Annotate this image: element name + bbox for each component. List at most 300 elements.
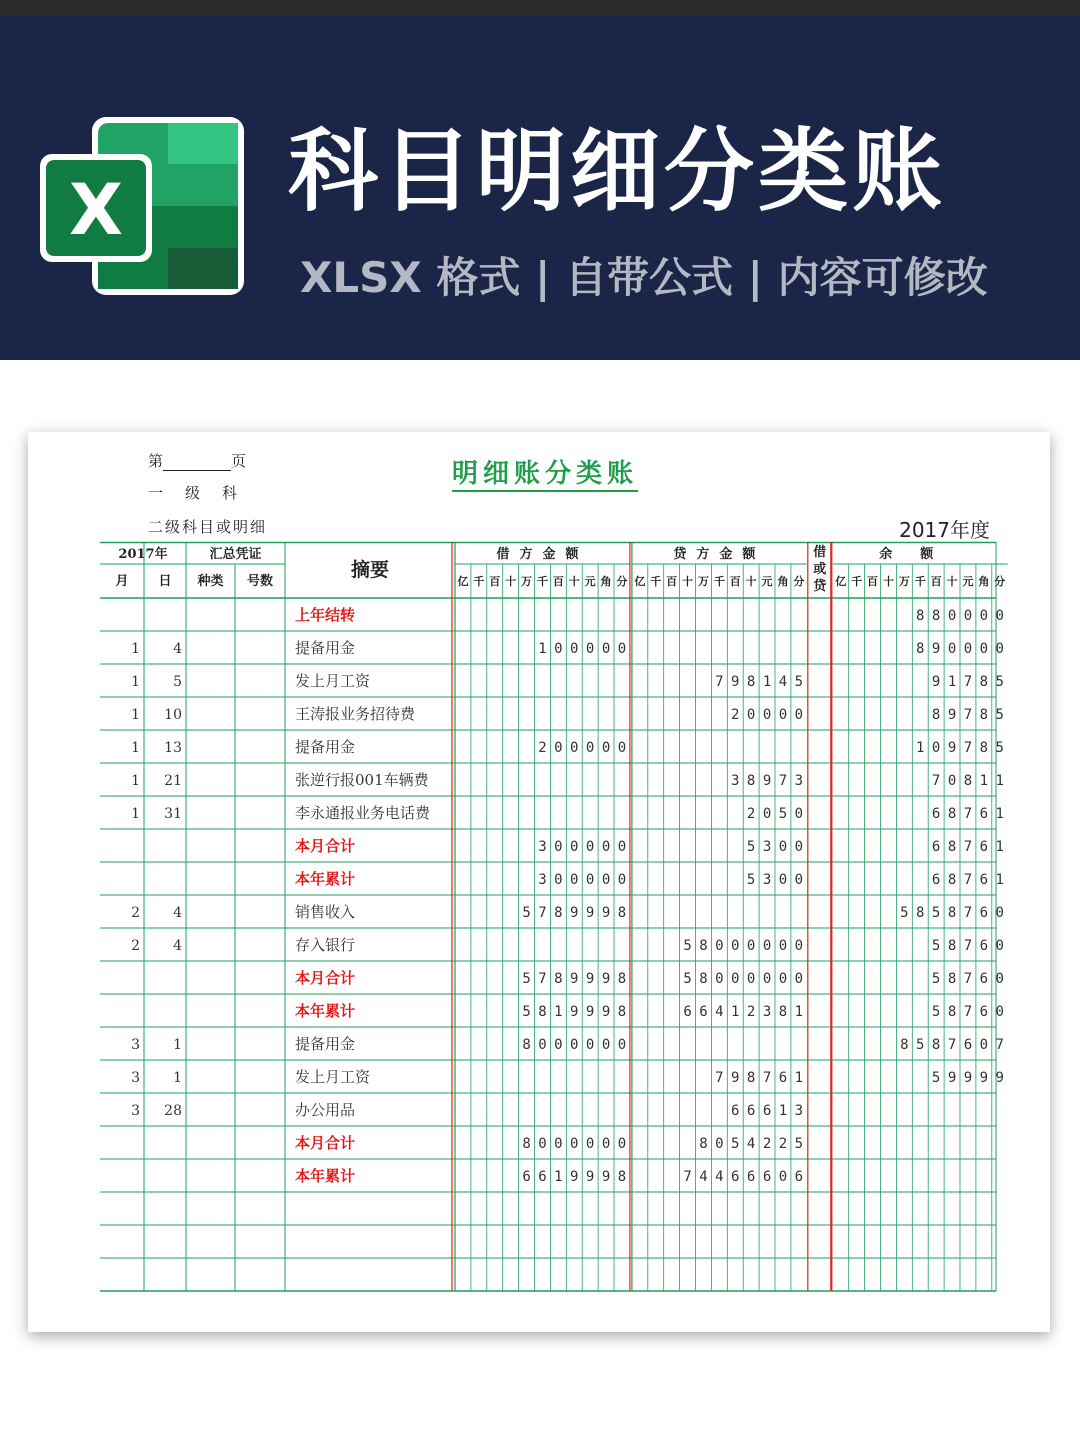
row-summary: 本月合计 [295,969,356,987]
row-credit-digit: 0 [778,872,788,888]
row-credit-digit: 6 [778,1070,788,1086]
row-summary: 本年累计 [295,870,356,888]
row-credit-digit: 0 [794,806,804,822]
row-credit-digit: 0 [715,938,724,954]
row-credit-digit: 5 [746,839,756,855]
row-day: 4 [173,905,182,921]
row-balance-digit: 0 [995,641,1004,657]
row-debit-digit: 0 [554,839,563,855]
row-credit-digit: 0 [794,707,804,723]
row-summary: 本月合计 [295,1134,356,1152]
row-credit-digit: 0 [794,872,804,888]
row-balance-digit: 8 [947,938,957,954]
row-balance-digit: 0 [963,641,973,657]
row-debit-digit: 8 [617,971,627,987]
row-debit-digit: 5 [522,905,531,921]
row-credit-digit: 0 [731,938,740,954]
row-credit-digit: 4 [715,1169,724,1185]
row-balance-digit: 9 [995,1070,1004,1086]
row-balance-digit: 8 [947,971,957,987]
header-digit-unit: 百 [489,575,501,588]
row-debit-digit: 8 [522,1136,531,1152]
row-balance-digit: 6 [931,806,941,822]
row-debit-digit: 0 [538,1136,547,1152]
row-debit-digit: 9 [570,905,579,921]
row-credit-digit: 5 [683,938,692,954]
row-credit-digit: 8 [746,1070,756,1086]
row-credit-digit: 0 [778,1169,788,1185]
header-digit-unit: 十 [882,575,894,588]
row-balance-digit: 8 [947,839,957,855]
header-digit-unit: 分 [616,575,628,588]
row-balance-digit: 8 [900,1037,909,1053]
row-balance-digit: 7 [963,1004,973,1020]
row-summary: 发上月工资 [295,672,371,690]
row-balance-digit: 8 [916,905,925,921]
row-balance-digit: 8 [947,872,957,888]
row-balance-digit: 1 [995,806,1004,822]
header-digit-unit: 千 [851,575,863,588]
row-debit-digit: 0 [617,872,627,888]
row-debit-digit: 0 [617,740,627,756]
row-balance-digit: 8 [931,608,941,624]
ledger-sheet [28,432,1050,1332]
header-digit-unit: 分 [994,575,1006,588]
row-balance-digit: 7 [963,740,973,756]
row-balance-digit: 9 [931,641,941,657]
row-debit-digit: 0 [585,641,595,657]
header-digit-unit: 十 [505,575,517,588]
row-debit-digit: 0 [585,839,595,855]
row-credit-digit: 5 [731,1136,740,1152]
row-credit-digit: 2 [746,1004,756,1020]
level2-account-label: 二级科目或明细 [148,518,268,536]
row-balance-digit: 9 [947,740,957,756]
row-balance-digit: 8 [947,905,957,921]
row-balance-digit: 6 [979,938,989,954]
row-balance-digit: 6 [979,905,989,921]
row-day: 21 [164,773,182,789]
row-credit-digit: 1 [794,1070,804,1086]
row-balance-digit: 5 [931,1004,941,1020]
header-digit-unit: 百 [666,575,678,588]
row-credit-digit: 3 [762,839,772,855]
row-debit-digit: 9 [601,1004,611,1020]
row-summary: 提备用金 [295,639,356,657]
row-debit-digit: 2 [538,740,547,756]
row-debit-digit: 5 [522,1004,531,1020]
row-day: 4 [173,938,182,954]
row-balance-digit: 8 [931,1037,941,1053]
row-debit-digit: 9 [585,1169,595,1185]
header-digit-unit: 百 [930,575,942,588]
row-credit-digit: 0 [778,839,788,855]
row-balance-digit: 6 [979,806,989,822]
row-credit-digit: 7 [715,674,724,690]
row-credit-digit: 0 [762,707,772,723]
row-balance-digit: 7 [963,839,973,855]
row-summary: 存入银行 [295,936,356,954]
row-debit-digit: 9 [585,1004,595,1020]
banner [0,16,1080,360]
row-debit-digit: 0 [570,1136,579,1152]
row-debit-digit: 8 [522,1037,531,1053]
row-debit-digit: 7 [538,971,547,987]
page-number-blank[interactable] [163,455,231,471]
row-credit-digit: 6 [794,1169,804,1185]
row-balance-digit: 0 [995,938,1004,954]
row-credit-digit: 3 [762,1004,772,1020]
row-balance-digit: 9 [963,1070,973,1086]
row-summary: 王涛报业务招待费 [295,705,416,723]
row-credit-digit: 0 [746,707,756,723]
banner-title: 科目明细分类账 [288,119,946,224]
row-balance-digit: 5 [995,674,1004,690]
row-credit-digit: 0 [778,938,788,954]
row-credit-digit: 0 [746,971,756,987]
row-debit-digit: 0 [601,740,611,756]
row-balance-digit: 7 [963,905,973,921]
header-digit-unit: 千 [914,575,926,588]
row-balance-digit: 0 [995,971,1004,987]
row-balance-digit: 6 [931,872,941,888]
row-balance-digit: 5 [995,707,1004,723]
row-debit-digit: 9 [585,971,595,987]
row-credit-digit: 6 [731,1103,740,1119]
header-digit-unit: 亿 [634,575,646,588]
header-credit: 贷方金额 [673,547,766,562]
row-balance-digit: 6 [963,1037,973,1053]
row-balance-digit: 0 [995,608,1004,624]
row-balance-digit: 8 [979,674,989,690]
row-debit-digit: 9 [601,905,611,921]
row-month: 1 [131,773,140,789]
header-direction-char: 贷 [813,579,827,594]
row-credit-digit: 0 [762,971,772,987]
row-day: 28 [164,1103,182,1119]
top-strip [0,0,1080,16]
row-balance-digit: 7 [963,707,973,723]
row-debit-digit: 8 [617,1004,627,1020]
row-summary: 张逆行报001车辆费 [295,771,429,789]
row-balance-digit: 0 [979,608,989,624]
header-digit-unit: 角 [978,575,990,588]
row-credit-digit: 5 [778,806,788,822]
row-credit-digit: 1 [778,1103,788,1119]
row-debit-digit: 0 [617,641,627,657]
row-balance-digit: 9 [947,1070,957,1086]
row-debit-digit: 9 [601,971,611,987]
row-credit-digit: 8 [778,1004,788,1020]
row-debit-digit: 0 [585,872,595,888]
row-month: 2 [131,938,140,954]
row-summary: 本月合计 [295,837,356,855]
header-balance: 余额 [879,547,962,562]
header-digit-unit: 十 [946,575,958,588]
row-credit-digit: 5 [794,674,804,690]
row-debit-digit: 0 [601,839,611,855]
header-digit-unit: 亿 [457,575,469,588]
row-credit-digit: 3 [762,872,772,888]
row-summary: 销售收入 [295,903,356,921]
row-credit-digit: 0 [794,971,804,987]
row-debit-digit: 0 [617,839,627,855]
header-direction-char: 借 [813,545,827,560]
header-digit-unit: 元 [761,575,773,588]
row-debit-digit: 0 [570,872,579,888]
row-summary: 提备用金 [295,738,356,756]
row-debit-digit: 8 [538,1004,547,1020]
row-balance-digit: 5 [931,1070,941,1086]
excel-icon [40,114,250,299]
row-credit-digit: 9 [731,1070,740,1086]
header-month: 月 [115,574,129,589]
row-credit-digit: 1 [762,674,772,690]
header-digit-unit: 万 [521,575,533,588]
row-day: 4 [173,641,182,657]
row-balance-digit: 5 [995,740,1004,756]
row-balance-digit: 8 [931,707,941,723]
row-balance-digit: 5 [931,971,941,987]
header-voucher: 汇总凭证 [209,547,262,562]
row-balance-digit: 8 [947,806,957,822]
row-balance-digit: 8 [947,1004,957,1020]
row-balance-digit: 1 [979,773,989,789]
row-month: 1 [131,641,140,657]
row-credit-digit: 7 [683,1169,692,1185]
row-credit-digit: 6 [746,1103,756,1119]
row-credit-digit: 0 [762,806,772,822]
row-summary: 李永通报业务电话费 [295,804,431,822]
row-balance-digit: 6 [979,1004,989,1020]
header-digit-unit: 千 [536,575,548,588]
row-month: 2 [131,905,140,921]
row-balance-digit: 0 [979,1037,989,1053]
row-debit-digit: 0 [554,1037,563,1053]
row-debit-digit: 1 [538,641,547,657]
row-balance-digit: 7 [995,1037,1004,1053]
row-credit-digit: 5 [746,872,756,888]
row-credit-digit: 0 [715,1136,724,1152]
year-label: 2017年度 [899,518,990,542]
row-balance-digit: 5 [916,1037,925,1053]
row-debit-digit: 6 [538,1169,547,1185]
row-balance-digit: 0 [979,641,989,657]
row-balance-digit: 5 [931,938,941,954]
row-credit-digit: 4 [778,674,788,690]
row-month: 3 [131,1037,140,1053]
row-balance-digit: 7 [963,872,973,888]
row-credit-digit: 7 [778,773,788,789]
row-credit-digit: 5 [794,1136,804,1152]
row-debit-digit: 8 [554,905,563,921]
row-balance-digit: 0 [947,773,957,789]
row-debit-digit: 0 [585,1136,595,1152]
row-debit-digit: 0 [570,839,579,855]
row-balance-digit: 8 [963,773,973,789]
row-credit-digit: 4 [746,1136,756,1152]
row-balance-digit: 5 [931,905,941,921]
row-balance-digit: 7 [963,674,973,690]
logo-letter: X [69,169,123,251]
row-credit-digit: 3 [731,773,740,789]
header-debit: 借方金额 [496,547,589,562]
header-digit-unit: 亿 [835,575,847,588]
row-month: 1 [131,674,140,690]
row-credit-digit: 1 [794,1004,804,1020]
header-digit-unit: 元 [962,575,974,588]
row-credit-digit: 8 [746,674,756,690]
header-digit-unit: 万 [697,575,709,588]
row-credit-digit: 3 [794,773,804,789]
row-balance-digit: 7 [963,971,973,987]
row-balance-digit: 8 [979,707,989,723]
row-balance-digit: 1 [995,872,1004,888]
row-debit-digit: 6 [522,1169,531,1185]
row-balance-digit: 9 [947,707,957,723]
header-digit-unit: 十 [568,575,580,588]
row-balance-digit: 0 [931,740,941,756]
row-summary: 上年结转 [295,606,356,624]
row-debit-digit: 0 [601,1037,611,1053]
row-summary: 本年累计 [295,1002,356,1020]
row-credit-digit: 7 [715,1070,724,1086]
row-month: 1 [131,806,140,822]
row-month: 3 [131,1070,140,1086]
row-credit-digit: 6 [683,1004,692,1020]
row-balance-digit: 9 [979,1070,989,1086]
header-digit-unit: 角 [777,575,789,588]
row-debit-digit: 3 [538,839,547,855]
row-month: 1 [131,707,140,723]
row-day: 1 [173,1037,182,1053]
row-balance-digit: 7 [947,1037,957,1053]
row-balance-digit: 1 [916,740,925,756]
row-day: 13 [164,740,182,756]
row-month: 3 [131,1103,140,1119]
row-balance-digit: 7 [931,773,941,789]
row-balance-digit: 8 [979,740,989,756]
level1-account-label: 一级科 [148,484,260,502]
header-day: 日 [158,574,172,589]
row-debit-digit: 9 [570,1169,579,1185]
row-debit-digit: 0 [554,872,563,888]
row-credit-digit: 0 [762,938,772,954]
row-credit-digit: 6 [699,1004,708,1020]
row-credit-digit: 0 [794,938,804,954]
row-debit-digit: 0 [554,1136,563,1152]
row-debit-digit: 9 [585,905,595,921]
header-digit-unit: 十 [682,575,694,588]
row-day: 31 [164,806,182,822]
row-day: 10 [164,707,182,723]
row-debit-digit: 8 [617,905,627,921]
row-debit-digit: 0 [617,1136,627,1152]
row-credit-digit: 0 [778,971,788,987]
row-credit-digit: 7 [762,1070,772,1086]
row-balance-digit: 5 [900,905,909,921]
row-credit-digit: 6 [731,1169,740,1185]
row-balance-digit: 1 [995,773,1004,789]
row-debit-digit: 0 [570,641,579,657]
page-suffix: 页 [231,452,247,470]
header-year: 2017年 [118,547,168,562]
ledger-title: 明细账分类账 [452,458,638,492]
row-credit-digit: 0 [746,938,756,954]
header-digit-unit: 角 [600,575,612,588]
ledger-table [100,542,1006,1185]
row-debit-digit: 8 [554,971,563,987]
row-credit-digit: 2 [746,806,756,822]
row-debit-digit: 0 [554,740,563,756]
row-debit-digit: 0 [585,1037,595,1053]
row-credit-digit: 8 [746,773,756,789]
row-day: 1 [173,1070,182,1086]
row-balance-digit: 9 [931,674,941,690]
header-digit-unit: 千 [650,575,662,588]
row-credit-digit: 2 [731,707,740,723]
row-credit-digit: 1 [731,1004,740,1020]
row-credit-digit: 3 [794,1103,804,1119]
row-balance-digit: 1 [947,674,957,690]
row-balance-digit: 0 [963,608,973,624]
row-balance-digit: 6 [931,839,941,855]
row-debit-digit: 0 [601,1136,611,1152]
row-credit-digit: 6 [762,1103,772,1119]
row-debit-digit: 9 [570,1004,579,1020]
row-debit-digit: 9 [601,1169,611,1185]
row-day: 5 [173,674,182,690]
row-credit-digit: 0 [715,971,724,987]
row-balance-digit: 8 [916,641,925,657]
row-debit-digit: 8 [617,1169,627,1185]
row-credit-digit: 2 [762,1136,772,1152]
header-voucher-no: 号数 [246,574,274,589]
row-credit-digit: 4 [715,1004,724,1020]
page-prefix: 第 [148,452,164,470]
row-balance-digit: 0 [995,905,1004,921]
row-debit-digit: 0 [601,872,611,888]
row-debit-digit: 0 [617,1037,627,1053]
header-digit-unit: 百 [867,575,879,588]
row-credit-digit: 2 [778,1136,788,1152]
header-direction-char: 或 [813,562,827,577]
row-summary: 本年累计 [295,1167,356,1185]
row-balance-digit: 0 [947,641,957,657]
header-digit-unit: 万 [898,575,910,588]
page-number-label [148,450,246,471]
row-debit-digit: 5 [522,971,531,987]
row-summary: 办公用品 [295,1101,356,1119]
row-balance-digit: 6 [979,872,989,888]
row-credit-digit: 8 [699,1136,708,1152]
row-balance-digit: 7 [963,938,973,954]
row-balance-digit: 7 [963,806,973,822]
ledger-grid [100,542,1006,1185]
row-debit-digit: 0 [601,641,611,657]
row-credit-digit: 4 [699,1169,708,1185]
header-digit-unit: 十 [745,575,757,588]
row-debit-digit: 0 [554,641,563,657]
row-debit-digit: 9 [570,971,579,987]
row-credit-digit: 6 [762,1169,772,1185]
row-debit-digit: 1 [554,1004,563,1020]
row-debit-digit: 0 [538,1037,547,1053]
row-credit-digit: 0 [778,707,788,723]
row-debit-digit: 3 [538,872,547,888]
header-digit-unit: 千 [473,575,485,588]
row-credit-digit: 5 [683,971,692,987]
